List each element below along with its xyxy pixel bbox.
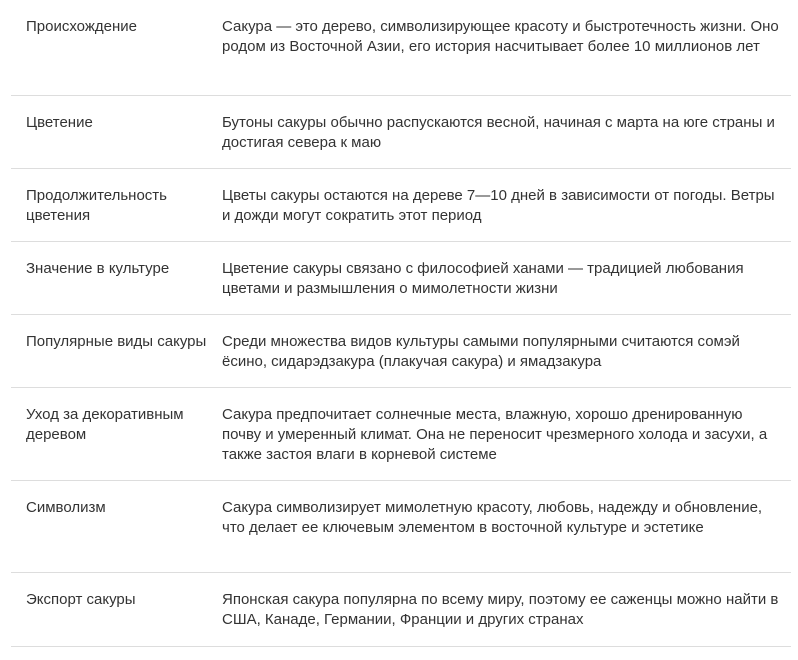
row-description: Бутоны сакуры обычно распускаются весной, начиная с марта на юге страны и достигая севера к маю [222, 114, 775, 151]
row-label: Популярные виды сакуры [26, 333, 207, 350]
row-description: Среди множества видов культуры самыми популярными считаются сомэй ёсино, сидарэдзакура (плакучая сакура) и ямадзакура [222, 333, 740, 370]
row-description: Японская сакура популярна по всему миру, поэтому ее саженцы можно найти в США, Канаде, Германии, Франции и других странах [222, 591, 779, 628]
table-row [11, 96, 791, 169]
row-description: Сакура символизирует мимолетную красоту, любовь, надежду и обновление, что делает ее ключевым элементом в восточной культуре и эстетике [222, 499, 763, 536]
row-description: Цветы сакуры остаются на дереве 7—10 дней в зависимости от погоды. Ветры и дожди могут сократить этот период [222, 187, 775, 224]
row-description: Сакура предпочитает солнечные места, влажную, хорошо дренированную почву и умеренный климат. Она не переносит чрезмерного холода и засухи, а также застоя влаги в корневой системе [222, 406, 768, 463]
table-row [11, 481, 791, 573]
row-label: Цветение [26, 114, 93, 131]
row-label: Значение в культуре [26, 260, 170, 277]
row-description: Сакура — это дерево, символизирующее красоту и быстротечность жизни. Оно родом из Восточной Азии, его история насчитывает более 10 миллионов лет [222, 18, 779, 55]
table-row [11, 315, 791, 388]
row-label: Продолжительность цветения [26, 187, 167, 224]
table-row [11, 242, 791, 315]
row-description: Цветение сакуры связано с философией ханами — традицией любования цветами и размышления о мимолетности жизни [222, 260, 744, 297]
table-row [11, 0, 791, 96]
table-row [11, 169, 791, 242]
table-row [11, 573, 791, 647]
row-label: Экспорт сакуры [26, 591, 136, 608]
row-label: Символизм [26, 499, 106, 516]
table-row [11, 388, 791, 481]
info-table [11, 0, 791, 647]
row-label: Уход за декоративным деревом [26, 406, 184, 443]
row-label: Происхождение [26, 18, 137, 35]
